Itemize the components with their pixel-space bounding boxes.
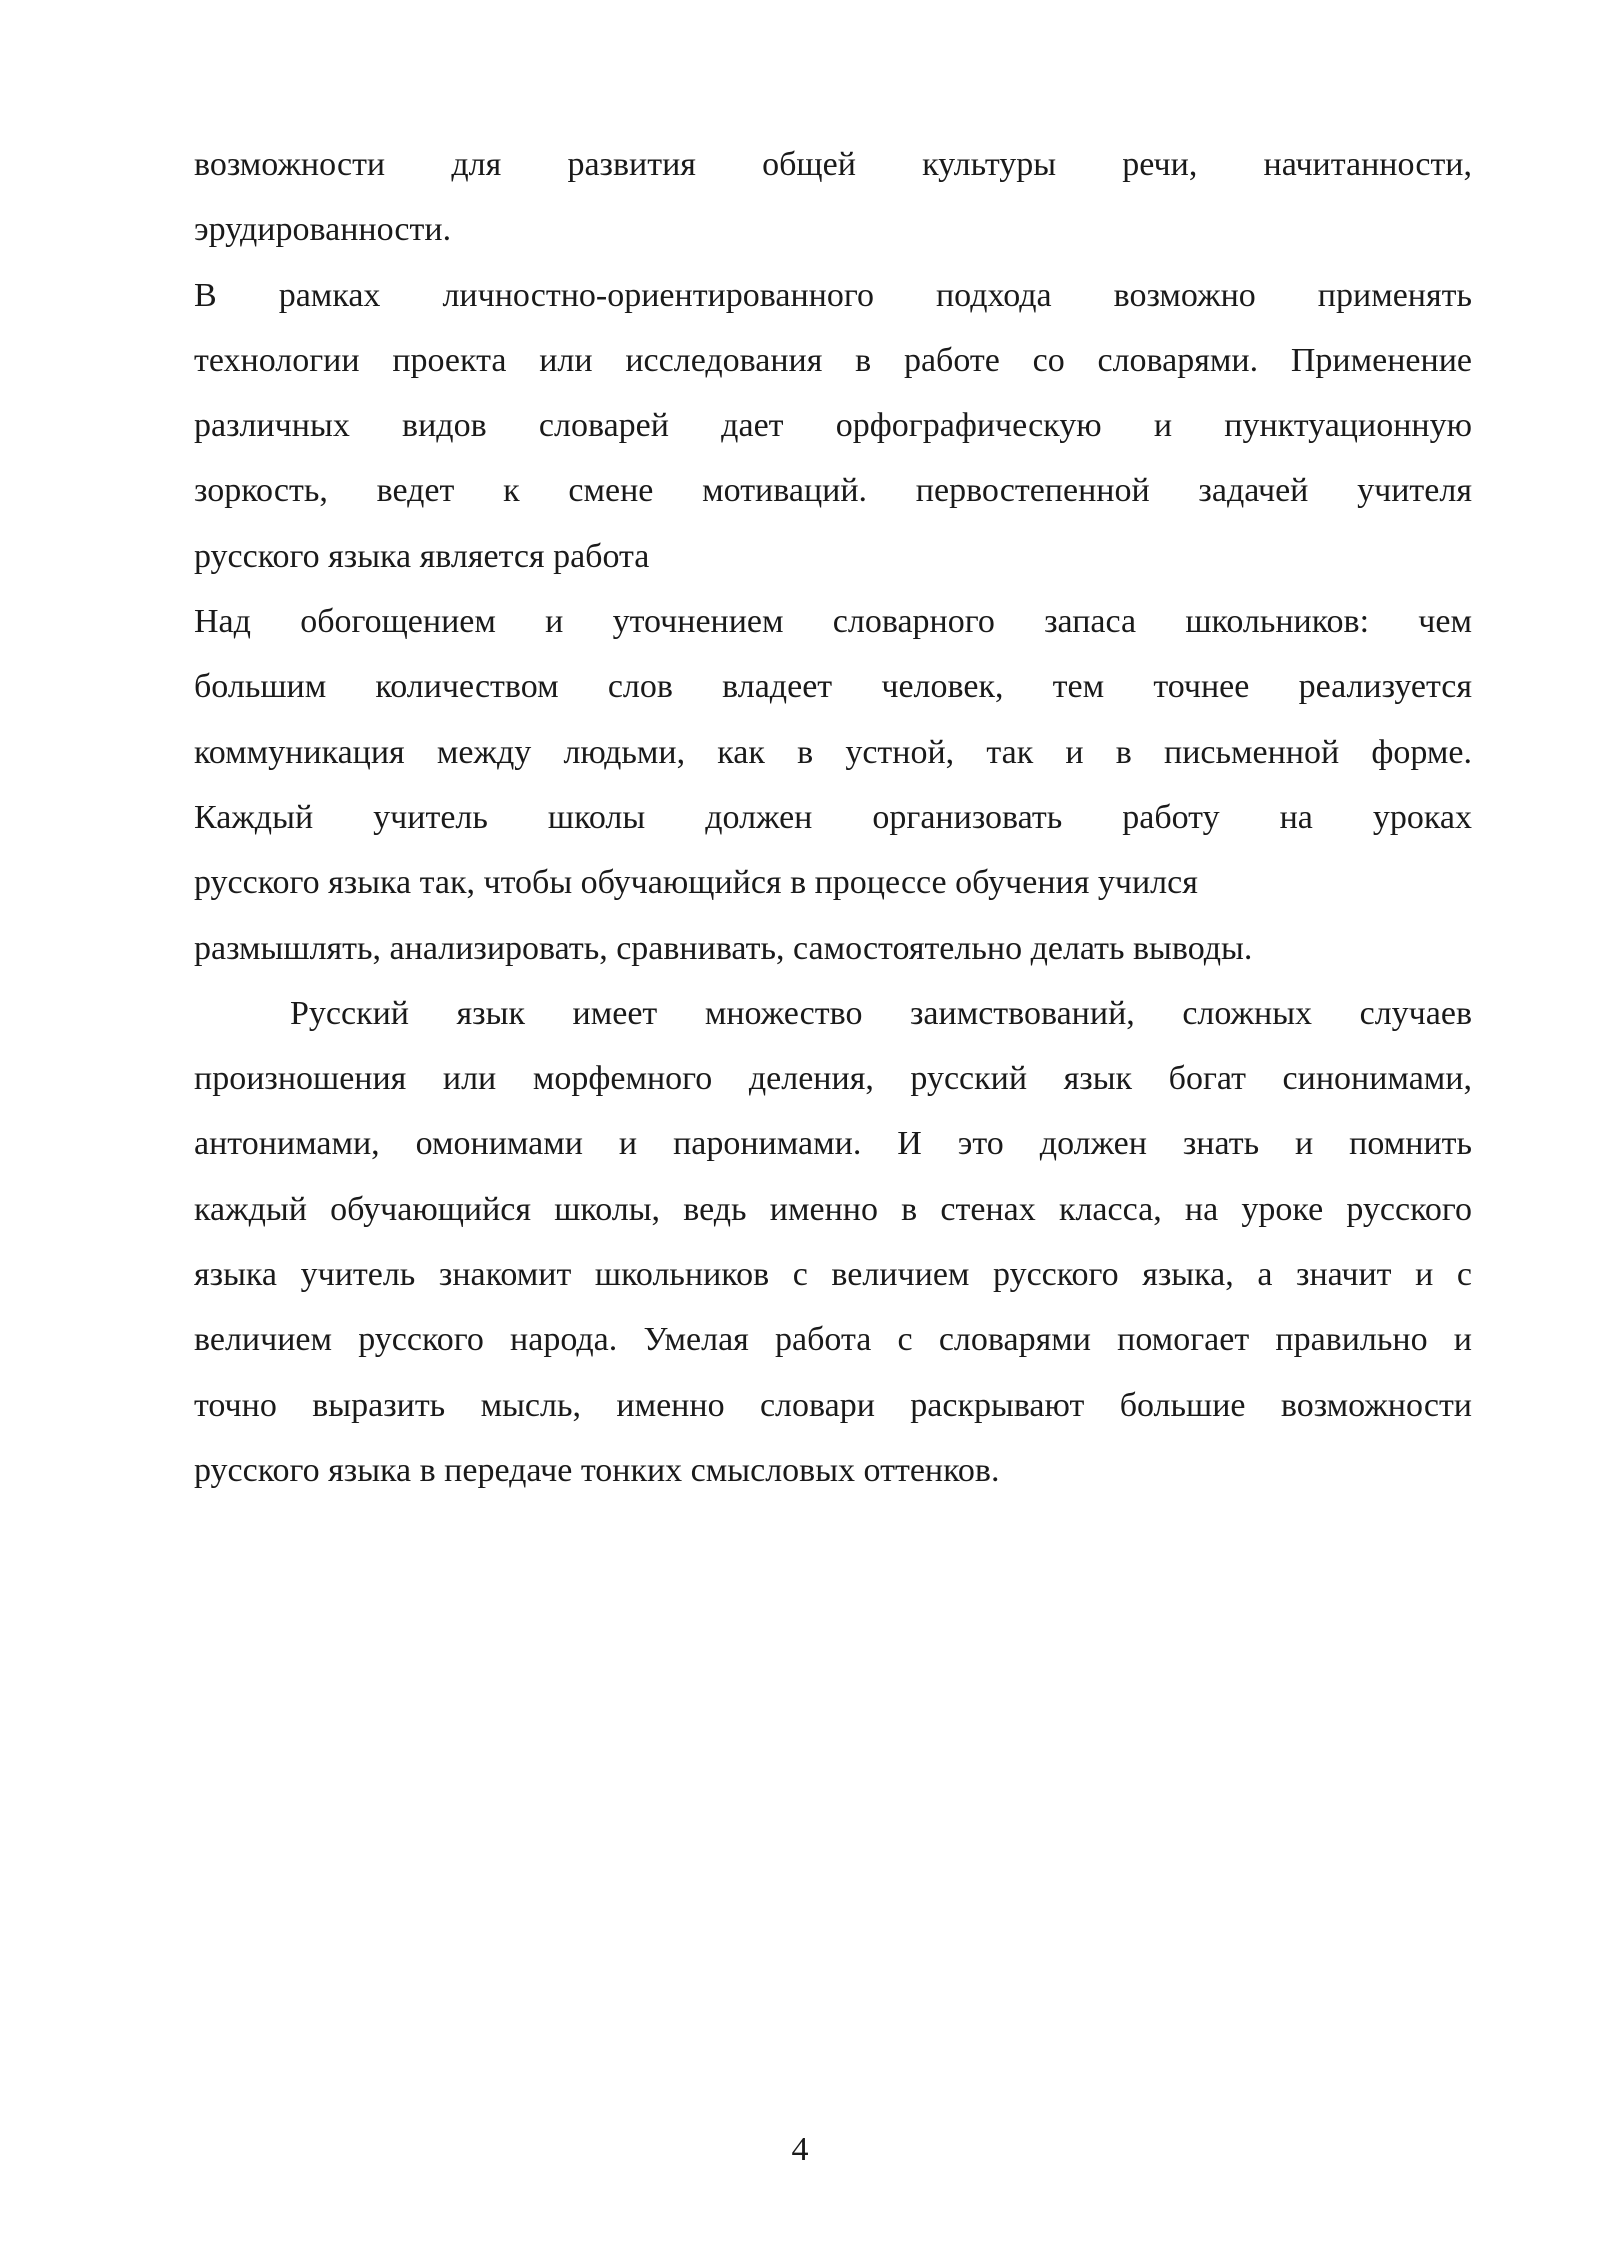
text-line: антонимами, омонимами и паронимами. И это должен знать и помнить	[194, 1125, 1472, 1163]
text-line: большим количеством слов владеет человек, тем точнее реализуется	[194, 668, 1472, 706]
text-line: русского языка в передаче тонких смысловых оттенков.	[194, 1451, 1000, 1489]
text-line: зоркость, ведет к смене мотиваций. первостепенной задачей учителя	[194, 472, 1472, 510]
text-line: технологии проекта или исследования в работе со словарями. Применение	[194, 341, 1472, 379]
page-number: 4	[791, 2131, 809, 2168]
text-line: возможности для развития общей культуры речи, начитанности,	[194, 146, 1472, 183]
text-line: каждый обучающийся школы, ведь именно в стенах класса, на уроке русского	[194, 1190, 1472, 1228]
body-text	[194, 132, 1472, 1503]
text-line: В рамках личностно-ориентированного подхода возможно применять	[194, 276, 1472, 314]
text-line: Русский язык имеет множество заимствований, сложных случаев	[290, 994, 1472, 1032]
text-line: различных видов словарей дает орфографическую и пунктуационную	[194, 407, 1472, 445]
text-line: величием русского народа. Умелая работа с словарями помогает правильно и	[194, 1321, 1472, 1359]
text-line: русского языка так, чтобы обучающийся в процессе обучения учился	[194, 864, 1198, 902]
text-line: Над обогощением и уточнением словарного запаса школьников: чем	[194, 603, 1472, 641]
text-line: коммуникация между людьми, как в устной, так и в письменной форме.	[194, 733, 1472, 771]
text-line: точно выразить мысль, именно словари раскрывают большие возможности	[194, 1386, 1472, 1424]
text-line: эрудированности.	[194, 211, 452, 249]
text-line: размышлять, анализировать, сравнивать, самостоятельно делать выводы.	[194, 929, 1253, 967]
text-line: русского языка является работа	[194, 537, 650, 575]
text-line: Каждый учитель школы должен организовать работу на уроках	[194, 798, 1472, 836]
text-line: произношения или морфемного деления, русский язык богат синонимами,	[194, 1060, 1472, 1098]
text-line: языка учитель знакомит школьников с величием русского языка, а значит и с	[194, 1256, 1472, 1294]
